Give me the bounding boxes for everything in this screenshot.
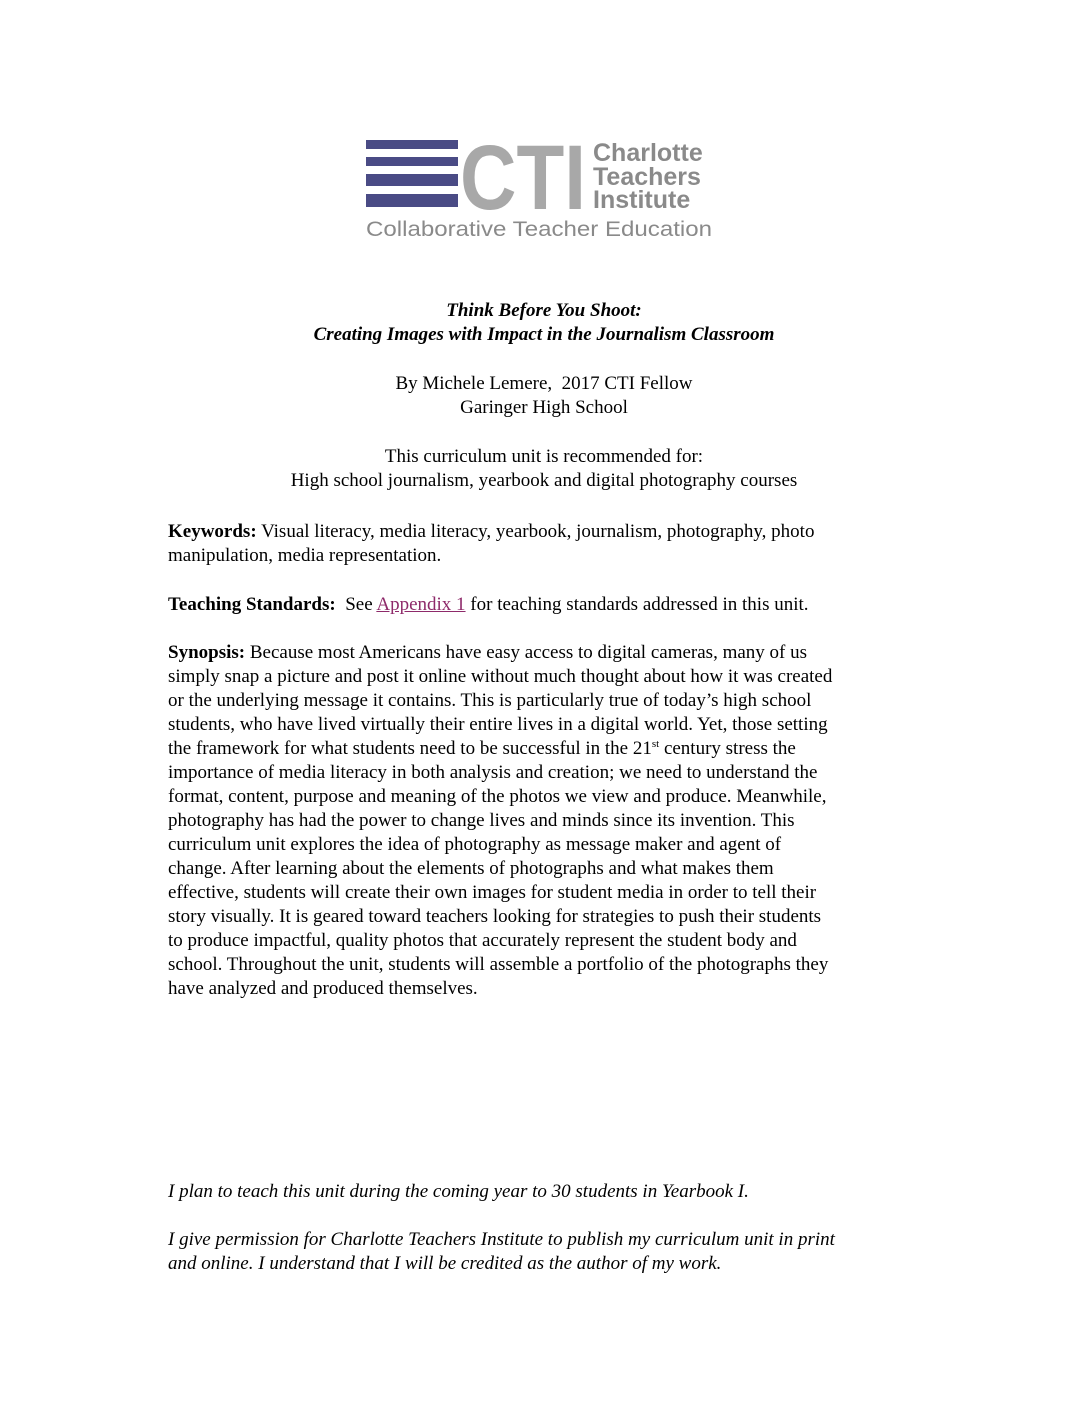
synopsis-line-5: [168, 737, 928, 761]
teaching-standards-after: for teaching standards addressed in this unit.: [465, 594, 809, 615]
recommendation-line-2: High school journalism, yearbook and digital photography courses: [290, 470, 798, 491]
keywords-text-1: Visual literacy, media literacy, yearbook, journalism, photography, photo: [256, 521, 815, 542]
synopsis-line-2: simply snap a picture and post it online without much thought about how it was created: [168, 666, 833, 687]
title-line-2: Creating Images with Impact in the Journalism Classroom: [313, 324, 775, 345]
teaching-standards-line: [168, 593, 928, 617]
keywords-line-1: [168, 520, 928, 544]
logo-bar-2: [366, 157, 458, 166]
byline: [0, 372, 1088, 420]
synopsis-line-3: or the underlying message it contains. This is particularly true of today’s high school: [168, 690, 812, 711]
appendix-link[interactable]: Appendix 1: [376, 594, 466, 615]
synopsis-line-12: story visually. It is geared toward teachers looking for strategies to push their students: [168, 906, 822, 927]
synopsis-line-4: students, who have lived virtually their entire lives in a digital world. Yet, those setting: [168, 714, 828, 735]
recommendation-line-1: This curriculum unit is recommended for:: [384, 446, 704, 467]
title-line-1: Think Before You Shoot:: [446, 300, 642, 321]
synopsis-line-10: change. After learning about the elements of photographs and what makes them: [168, 858, 774, 879]
synopsis-line-15: have analyzed and produced themselves.: [168, 978, 478, 999]
synopsis-line-1: [168, 641, 928, 665]
logo-name-line2: Teachers: [593, 163, 701, 191]
logo-name-line3: Institute: [593, 186, 691, 214]
synopsis-line-11: effective, students will create their own images for student media in order to tell their: [168, 882, 817, 903]
synopsis-line-9: curriculum unit explores the idea of photography as message maker and agent of: [168, 834, 782, 855]
permission-statement: [168, 1228, 928, 1276]
teaching-standards-paragraph: [168, 593, 928, 617]
synopsis-line-5-after: century stress the: [659, 738, 796, 759]
author-line: By Michele Lemere, 2017 CTI Fellow: [395, 373, 693, 394]
synopsis-paragraph: [168, 641, 928, 1001]
cti-logo-graphic: [364, 136, 724, 244]
synopsis-line-5-before: the framework for what students need to be successful in the 21: [168, 738, 652, 759]
logo-bar-3: [366, 174, 458, 186]
school-line: Garinger High School: [460, 397, 628, 418]
synopsis-line-7: format, content, purpose and meaning of the photos we view and produce. Meanwhile,: [168, 786, 827, 807]
keywords-line-2: manipulation, media representation.: [168, 545, 442, 566]
keywords-paragraph: [168, 520, 928, 568]
keywords-label: Keywords:: [168, 521, 257, 542]
cti-logo: [364, 136, 724, 244]
unit-title: [0, 299, 1088, 347]
plan-line: I plan to teach this unit during the coming year to 30 students in Yearbook I.: [168, 1181, 749, 1202]
synopsis-label: Synopsis:: [168, 642, 246, 663]
permission-line-1: I give permission for Charlotte Teachers Institute to publish my curriculum unit in print: [168, 1229, 835, 1250]
teaching-plan-statement: [168, 1180, 928, 1204]
synopsis-text-1: Because most Americans have easy access to digital cameras, many of us: [245, 642, 808, 663]
synopsis-line-14: school. Throughout the unit, students will assemble a portfolio of the photographs they: [168, 954, 829, 975]
logo-tagline: Collaborative Teacher Education: [366, 218, 712, 241]
logo-letters: CTI: [460, 136, 586, 229]
synopsis-line-6: importance of media literacy in both analysis and creation; we need to understand the: [168, 762, 818, 783]
teaching-standards-label: Teaching Standards:: [168, 594, 336, 615]
teaching-standards-before: See: [335, 594, 377, 615]
synopsis-line-8: photography has had the power to change lives and minds since its invention. This: [168, 810, 795, 831]
logo-bar-1: [366, 140, 458, 149]
logo-name-line1: Charlotte: [593, 139, 703, 167]
ordinal-suffix: st: [651, 738, 660, 750]
recommendation: [0, 445, 1088, 493]
synopsis-line-13: to produce impactful, quality photos that accurately represent the student body and: [168, 930, 797, 951]
permission-line-2: and online. I understand that I will be credited as the author of my work.: [168, 1253, 722, 1274]
logo-bar-4: [366, 194, 458, 207]
